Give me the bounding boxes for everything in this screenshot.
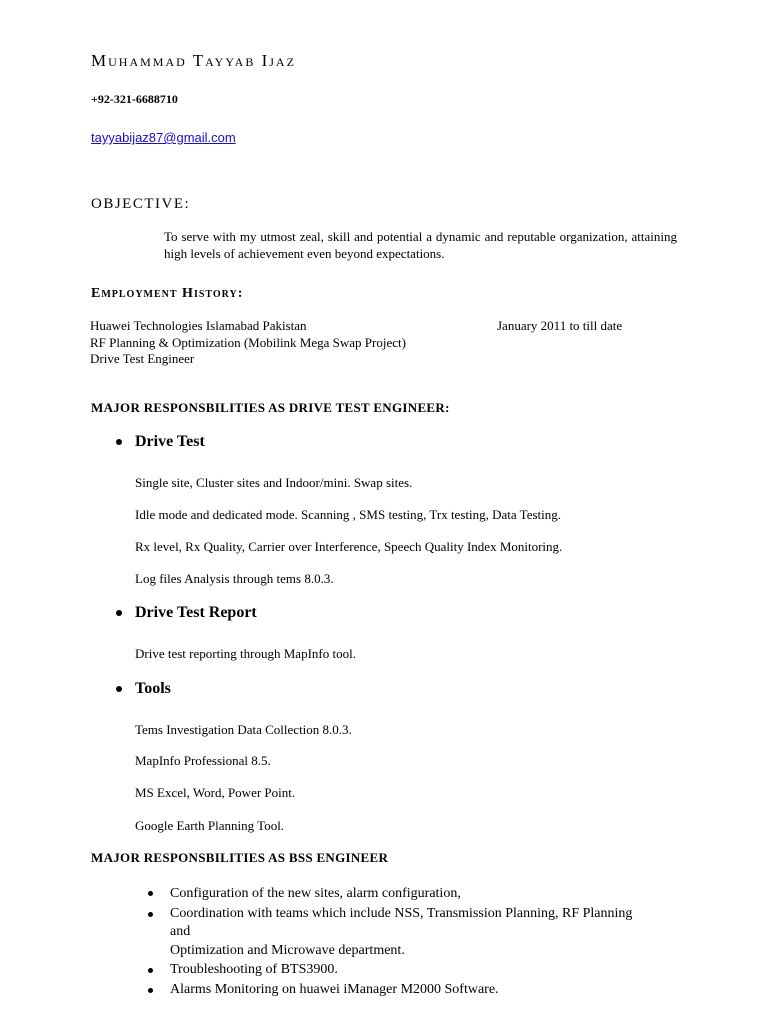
list-item-continuation: and xyxy=(170,924,191,939)
list-item: Configuration of the new sites, alarm configuration, xyxy=(170,886,461,901)
employment-heading: Employment History: xyxy=(91,286,244,301)
list-item: Rx level, Rx Quality, Carrier over Interference, Speech Quality Index Monitoring. xyxy=(135,539,563,554)
candidate-name: Muhammad Tayyab Ijaz xyxy=(91,51,296,70)
list-item: MS Excel, Word, Power Point. xyxy=(135,785,296,800)
group-title: Drive Test xyxy=(135,433,205,450)
bullet-icon xyxy=(116,686,122,692)
drive-test-section-heading: MAJOR RESPONSBILITIES AS DRIVE TEST ENGINEER: xyxy=(91,400,450,415)
list-item: Single site, Cluster sites and Indoor/mini. Swap sites. xyxy=(135,475,413,490)
list-item: Coordination with teams which include NSS, Transmission Planning, RF Planning xyxy=(170,906,633,921)
objective-heading: OBJECTIVE: xyxy=(91,196,191,212)
list-item: MapInfo Professional 8.5. xyxy=(135,753,271,768)
group-title: Drive Test Report xyxy=(135,604,257,621)
list-item: Drive test reporting through MapInfo tool. xyxy=(135,646,356,661)
bullet-icon xyxy=(148,988,153,993)
phone-number: +92-321-6688710 xyxy=(91,92,178,106)
list-item: Tems Investigation Data Collection 8.0.3. xyxy=(135,722,352,737)
bullet-icon xyxy=(148,912,153,917)
employment-role: Drive Test Engineer xyxy=(90,351,195,366)
bss-section-heading: MAJOR RESPONSBILITIES AS BSS ENGINEER xyxy=(91,850,389,865)
list-item: Log files Analysis through tems 8.0.3. xyxy=(135,571,334,586)
bullet-icon xyxy=(148,891,153,896)
list-item: Idle mode and dedicated mode. Scanning , SMS testing, Trx testing, Data Testing. xyxy=(135,507,561,522)
list-item: Troubleshooting of BTS3900. xyxy=(170,962,338,977)
group-title: Tools xyxy=(135,680,171,697)
email-link[interactable]: tayyabijaz87@gmail.com xyxy=(91,130,236,145)
list-item-continuation: Optimization and Microwave department. xyxy=(170,943,405,958)
objective-text: To serve with my utmost zeal, skill and potential a dynamic and reputable organization, attaining high levels of achievement even beyond expectations. xyxy=(164,229,677,261)
bullet-icon xyxy=(116,439,122,445)
employment-date: January 2011 to till date xyxy=(497,318,623,333)
list-item: Google Earth Planning Tool. xyxy=(135,818,285,833)
employer-company: Huawei Technologies Islamabad Pakistan xyxy=(90,318,307,333)
bullet-icon xyxy=(148,968,153,973)
list-item: Alarms Monitoring on huawei iManager M2000 Software. xyxy=(170,982,499,997)
bullet-icon xyxy=(116,610,122,616)
employment-project: RF Planning & Optimization (Mobilink Mega Swap Project) xyxy=(90,335,406,350)
